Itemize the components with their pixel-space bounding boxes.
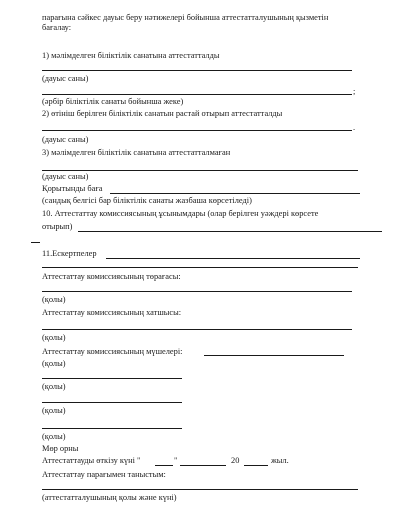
section-heading: 10. Аттестаттау комиссиясының ұсынымдары (олар берілген уәждері көрсете — [42, 209, 319, 218]
date-year-line — [244, 465, 268, 466]
signature-caption: (қолы) — [42, 295, 66, 304]
signature-line — [42, 329, 352, 330]
signature-line — [42, 291, 352, 292]
final-grade-line — [110, 193, 360, 194]
signature-caption: (қолы) — [42, 382, 66, 391]
caption: (әрбір біліктілік санаты бойынша жеке) — [42, 97, 184, 106]
category-option-3: 3) мәлімделген біліктілік санатына аттестатталмаған — [42, 148, 231, 157]
vote-count-line — [42, 130, 352, 131]
vote-count-line — [42, 94, 352, 95]
signature-line — [42, 402, 182, 403]
signature-caption: (аттестатталушының қолы және күні) — [42, 493, 177, 502]
date-day-line — [155, 465, 173, 466]
secretary-label: Аттестаттау комиссиясының хатшысы: — [42, 308, 182, 317]
signature-caption: (қолы) — [42, 432, 66, 441]
remarks-line — [106, 258, 360, 259]
members-label: Аттестаттау комиссиясының мүшелері: — [42, 347, 183, 356]
signature-line — [42, 428, 182, 429]
section-heading: 11.Ескертпелер — [42, 249, 97, 258]
date-label: Аттестаттауды өткізу күні " — [42, 456, 141, 465]
caption: (сандық белгісі бар біліктілік санаты жазбаша көрсетіледі) — [42, 196, 252, 205]
acknowledged-label: Аттестаттау парағымен таныстым: — [42, 470, 166, 479]
category-option-1: 1) мәлімделген біліктілік санатына аттестатталды — [42, 51, 220, 60]
line-end-mark: . — [353, 123, 356, 132]
date-year-suffix: жыл. — [271, 456, 289, 465]
signature-caption: (қолы) — [42, 406, 66, 415]
remarks-line — [42, 267, 358, 268]
line-end-mark: ; — [353, 87, 356, 96]
chairman-label: Аттестаттау комиссиясының төрағасы: — [42, 272, 181, 281]
text-line: бағалау: — [42, 23, 72, 32]
vote-count-caption: (дауыс саны) — [42, 74, 89, 83]
signature-line — [42, 378, 182, 379]
vote-count-line — [42, 170, 358, 171]
category-option-2: 2) өтініш берілген біліктілік санатын растай отырып аттестатталды — [42, 109, 283, 118]
vote-count-line — [42, 70, 352, 71]
vote-count-caption: (дауыс саны) — [42, 172, 89, 181]
vote-count-caption: (дауыс саны) — [42, 135, 89, 144]
text-line: парағына сәйкес дауыс беру нәтижелері бойынша аттестатталушының қызметін — [42, 13, 329, 22]
recommendations-line — [31, 242, 40, 243]
recommendations-line — [78, 231, 382, 232]
signature-line — [204, 355, 344, 356]
text-line: отырып) — [42, 222, 73, 231]
final-grade-label: Қорытынды баға — [42, 184, 103, 193]
stamp-place-label: Мөр орны — [42, 444, 79, 453]
signature-caption: (қолы) — [42, 359, 66, 368]
date-month-line — [180, 465, 226, 466]
date-century: 20 — [231, 456, 240, 465]
date-quote: " — [174, 456, 178, 465]
signature-caption: (қолы) — [42, 333, 66, 342]
signature-line — [42, 489, 358, 490]
